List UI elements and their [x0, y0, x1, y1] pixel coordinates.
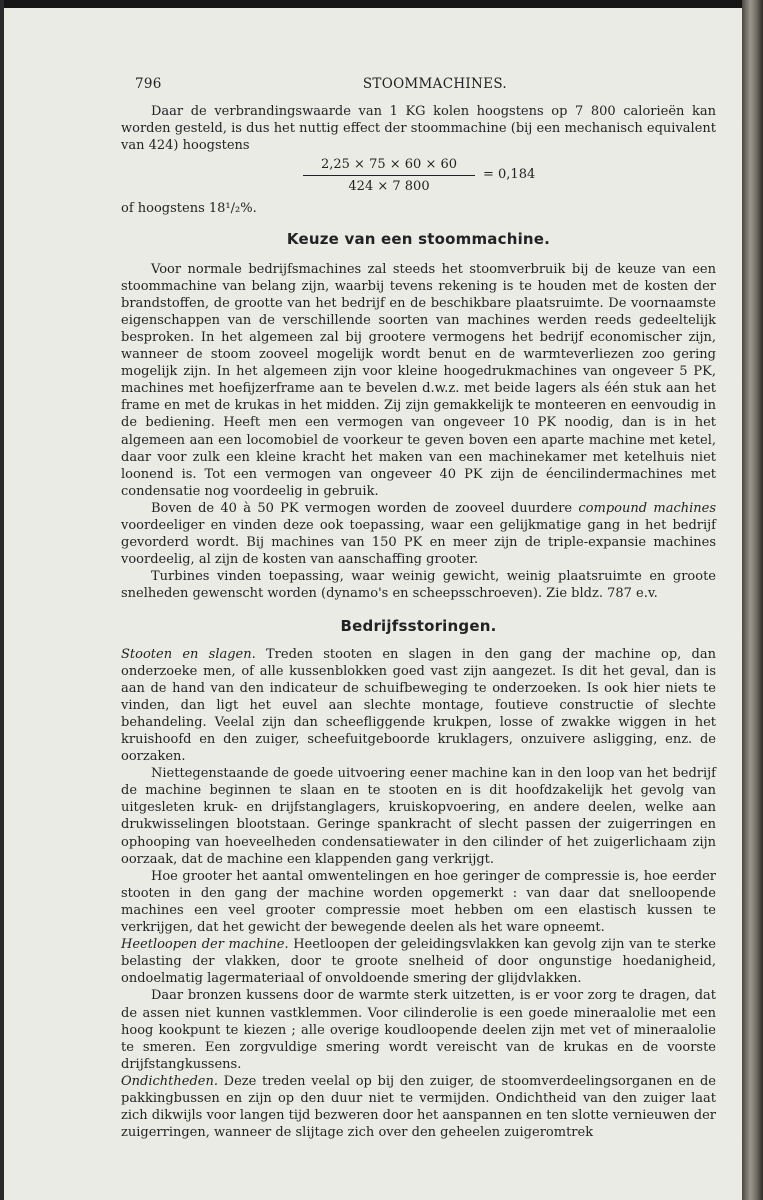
storingen-paragraph-6 — [121, 1073, 716, 1141]
ondichtheden-term: Ondichtheden. — [121, 1073, 218, 1089]
stooten-slagen-term: Stooten en slagen. — [121, 646, 256, 662]
storingen-p1-text: Treden stooten en slagen in den gang der machine op, dan onderzoeke men, of alle kussenblokken goed vast zijn aangezet. Is dit het geval, dan is aan de hand van den indicateur de schuifbeweging te onderzoeken. Is ook hier niets te vinden, dan ligt het euvel aan slechte montage, foutieve constructie of slechte behandeling. Veelal zijn dan scheefliggende krukpen, losse of zwakke wiggen in het kruishoofd en den zuiger, scheefuitgeboorde kruklagers, onzuivere asligging, enz. de oorzaken. — [121, 646, 716, 765]
storingen-p6-text: Deze treden veelal op bij den zuiger, de stoomverdeelingsorganen en de pakkingbussen en zijn op den duur niet te vermijden. Ondichtheid van den zuiger laat zich dikwijls voor langen tijd bezweren door het aanspannen en ten slotte vernieuwen der zuigerringen, wanneer de slijtage zich over den geheelen zuigeromtrek — [121, 1073, 716, 1141]
storingen-paragraph-2: Niettegenstaande de goede uitvoering eener machine kan in den loop van het bedrijf de machine beginnen te slaan en te stooten en is dit hoofdzakelijk het gevolg van uitgesleten kruk- en drijfstanglagers, kruiskopvoering, en andere deelen, welke aan drukwisselingen blootstaan. Geringe spankracht of slecht passen der zuigerringen en ophooping van hoeveelheden condensatiewater in den cilinder of het zuigerlichaam zijn oorzaak, dat de machine een klappenden gang verkrijgt. — [121, 766, 716, 867]
running-title: STOOMMACHINES. — [362, 76, 507, 92]
page-number: 796 — [135, 76, 162, 92]
intro-paragraph: Daar de verbrandingswaarde van 1 KG kolen hoogstens op 7 800 calorieën kan worden gesteld, is dus het nuttig effect der stoommachine (bij een mechanisch equivalent van 424) hoogstens — [121, 104, 716, 154]
section-heading-bedrijfsstoringen: Bedrijfsstoringen. — [340, 617, 497, 636]
keuze-p2-before: Boven de 40 à 50 PK vermogen worden de zooveel duurdere — [151, 500, 579, 516]
formula-denominator: 424 × 7 800 — [348, 179, 430, 195]
keuze-p2-after: voordeeliger en vinden deze ook toepassing, waar een gelijkmatige gang in het bedrijf gevorderd wordt. Bij machines van 150 PK en meer zijn de triple-expansie machines voordeelig, al zijn de kosten van aanschaffing grooter. — [121, 517, 716, 568]
keuze-paragraph-2 — [121, 500, 716, 568]
keuze-paragraph-1: Voor normale bedrijfsmachines zal steeds het stoomverbruik bij de keuze van een stoommachine van belang zijn, waarbij tevens rekening is te houden met de kosten der brandstoffen, de grootte van het bedrijf en de beschikbare plaatsruimte. De voornaamste eigenschappen van de verschillende soorten van machines werden reeds gedeeltelijk besproken. In het algemeen zal bij grootere vermogens het bedrijf economischer zijn, wanneer de stoom zooveel mogelijk wordt benut en de warmteverliezen zoo gering mogelijk zijn. In het algemeen zijn voor kleine hoogedrukmachines van ongeveer 5 PK, machines met hoefijzerframe aan te bevelen d.w.z. met beide lagers als één stuk aan het frame en met de krukas in het midden. Zij zijn gemakkelijk te monteeren en eenvoudig in de bediening. Heeft men een vermogen van ongeveer 10 PK noodig, dan is in het algemeen aan een locomobiel de voorkeur te geven boven een aparte machine met ketel, daar voor zulk een kleine kracht het maken van een machinekamer met ketelhuis niet loonend is. Tot een vermogen van ongeveer 40 PK zijn de éencilindermachines met condensatie nog voordeelig in gebruik. — [121, 261, 716, 499]
formula-numerator: 2,25 × 75 × 60 × 60 — [303, 156, 475, 176]
storingen-p4-text: Heetloopen der geleidingsvlakken kan gevolg zijn van te sterke belasting der vlakken, door te groote snelheid of door ongunstige hoedanigheid, ondoelmatig lagermateriaal of onvoldoende smering der glijdvlakken. — [121, 937, 716, 987]
storingen-paragraph-5: Daar bronzen kussens door de warmte sterk uitzetten, is er voor zorg te dragen, dat de assen niet kunnen vastklemmen. Voor cilinderolie is een goede mineraalolie met een hoog kookpunt te kiezen ; alle overige koudloopende deelen zijn met vet of mineraalolie te smeren. Een zorgvuldige smering wordt vereischt van de krukas en de voorste drijfstangkussens. — [121, 988, 716, 1072]
formula-result: = 0,184 — [483, 167, 536, 183]
keuze-paragraph-3: Turbines vinden toepassing, waar weinig gewicht, weinig plaatsruimte en groote snelheden gewenscht worden (dynamo's en scheepsschroeven). Zie bldz. 787 e.v. — [121, 569, 716, 602]
running-header — [135, 76, 507, 93]
compound-machines-term: compound machines — [578, 500, 716, 516]
storingen-paragraph-4 — [121, 936, 716, 987]
intro-conclusion: of hoogstens 18¹/₂%. — [121, 201, 257, 217]
storingen-paragraph-1 — [121, 646, 716, 766]
formula-fraction — [303, 156, 475, 195]
page-content — [121, 76, 716, 1141]
page-top-shadow — [4, 0, 746, 8]
book-spine — [742, 0, 763, 1200]
storingen-paragraph-3: Hoe grooter het aantal omwentelingen en hoe geringer de compressie is, hoe eerder stooten in den gang der machine worden opgemerkt : van daar dat snelloopende machines een veel grooter compressie moet hebben om een elastisch kussen te verkrijgen, dat het gewicht der bewegende deelen als het ware opneemt. — [121, 868, 716, 936]
heetloopen-term: Heetloopen der machine. — [121, 937, 289, 953]
section-heading-keuze: Keuze van een stoommachine. — [286, 230, 551, 249]
efficiency-formula — [121, 156, 716, 200]
